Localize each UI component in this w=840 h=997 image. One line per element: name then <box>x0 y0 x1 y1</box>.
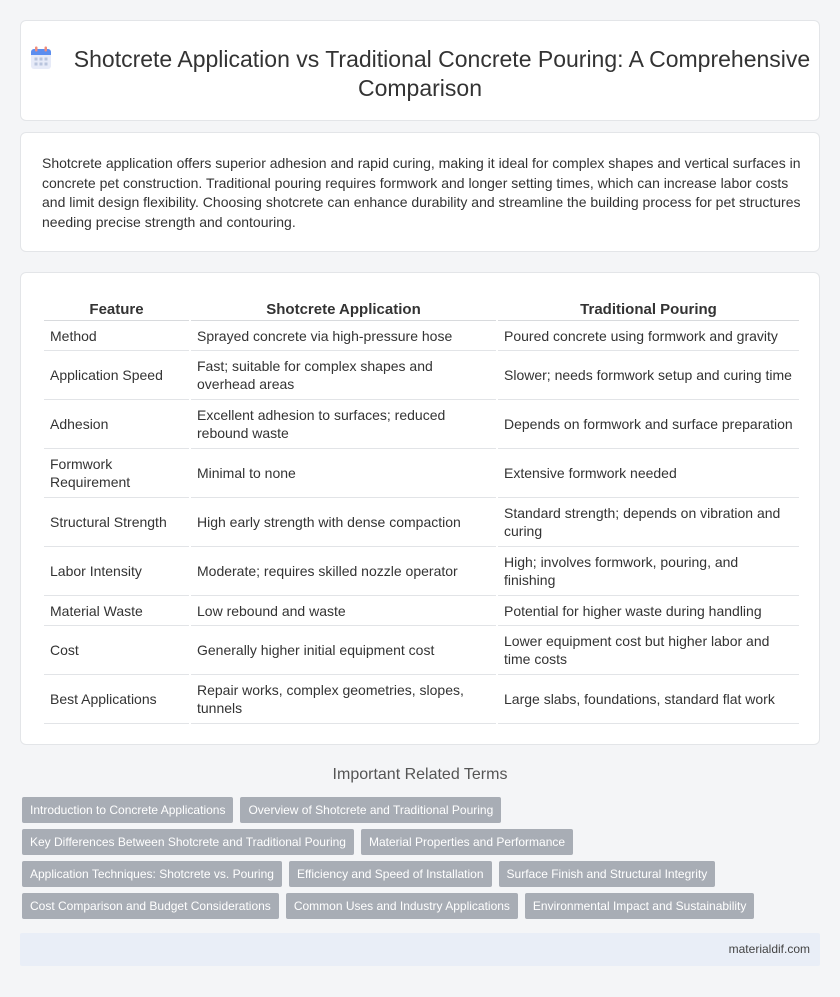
cell-shotcrete: Repair works, complex geometries, slopes, tunnels <box>191 675 496 724</box>
tag-efficiency-speed[interactable]: Efficiency and Speed of Installation <box>289 861 492 887</box>
cell-feature: Formwork Requirement <box>44 449 189 498</box>
cell-shotcrete: Excellent adhesion to surfaces; reduced rebound waste <box>191 400 496 449</box>
cell-feature: Cost <box>44 626 189 675</box>
tag-application-techniques[interactable]: Application Techniques: Shotcrete vs. Pouring <box>22 861 282 887</box>
cell-shotcrete: Sprayed concrete via high-pressure hose <box>191 321 496 351</box>
tag-common-uses[interactable]: Common Uses and Industry Applications <box>286 893 518 919</box>
comparison-table <box>42 297 801 724</box>
title-text: Shotcrete Application vs Traditional Concrete Pouring: A Comprehensive Comparison <box>73 46 811 101</box>
cell-traditional: Depends on formwork and surface preparation <box>498 400 799 449</box>
table-row <box>44 321 799 351</box>
footer-site-link[interactable]: materialdif.com <box>728 942 810 956</box>
tag-material-properties[interactable]: Material Properties and Performance <box>361 829 573 855</box>
tag-key-differences[interactable]: Key Differences Between Shotcrete and Traditional Pouring <box>22 829 354 855</box>
cell-traditional: Standard strength; depends on vibration and curing <box>498 498 799 547</box>
intro-card <box>20 132 820 252</box>
cell-feature: Structural Strength <box>44 498 189 547</box>
cell-traditional: Lower equipment cost but higher labor and time costs <box>498 626 799 675</box>
comparison-table-card <box>20 272 820 745</box>
title-card <box>20 20 820 121</box>
cell-feature: Application Speed <box>44 351 189 400</box>
cell-traditional: Poured concrete using formwork and gravity <box>498 321 799 351</box>
table-row <box>44 498 799 547</box>
table-row <box>44 596 799 626</box>
cell-feature: Best Applications <box>44 675 189 724</box>
table-row <box>44 675 799 724</box>
cell-traditional: Extensive formwork needed <box>498 449 799 498</box>
cell-shotcrete: Generally higher initial equipment cost <box>191 626 496 675</box>
cell-traditional: Slower; needs formwork setup and curing time <box>498 351 799 400</box>
table-row <box>44 626 799 675</box>
cell-traditional: High; involves formwork, pouring, and finishing <box>498 547 799 596</box>
cell-feature: Adhesion <box>44 400 189 449</box>
cell-feature: Labor Intensity <box>44 547 189 596</box>
table-row <box>44 400 799 449</box>
related-terms-heading: Important Related Terms <box>332 766 508 783</box>
cell-feature: Material Waste <box>44 596 189 626</box>
cell-traditional: Large slabs, foundations, standard flat work <box>498 675 799 724</box>
tag-surface-finish[interactable]: Surface Finish and Structural Integrity <box>499 861 716 887</box>
cell-feature: Method <box>44 321 189 351</box>
intro-paragraph: Shotcrete application offers superior adhesion and rapid curing, making it ideal for complex shapes and vertical surfaces in concrete pet construction. Traditional pouring requires formwork and longer setting times, which can increase labor costs and limit design flexibility. Choosing shotcrete can enhance durability and streamline the building process for pet structures needing precise strength and contouring. <box>42 155 801 230</box>
page-title <box>21 45 819 103</box>
table-row <box>44 351 799 400</box>
related-terms-tags <box>22 797 812 925</box>
cell-shotcrete: Fast; suitable for complex shapes and overhead areas <box>191 351 496 400</box>
table-row <box>44 547 799 596</box>
table-header-row <box>44 297 799 321</box>
header-traditional: Traditional Pouring <box>498 297 799 321</box>
calendar-icon <box>30 46 52 70</box>
tag-overview-shotcrete-traditional[interactable]: Overview of Shotcrete and Traditional Pouring <box>240 797 501 823</box>
footer <box>20 933 820 966</box>
tag-environmental-impact[interactable]: Environmental Impact and Sustainability <box>525 893 754 919</box>
tag-introduction-concrete-applications[interactable]: Introduction to Concrete Applications <box>22 797 233 823</box>
tag-cost-comparison[interactable]: Cost Comparison and Budget Considerations <box>22 893 279 919</box>
header-feature: Feature <box>44 297 189 321</box>
cell-shotcrete: Low rebound and waste <box>191 596 496 626</box>
cell-shotcrete: Minimal to none <box>191 449 496 498</box>
cell-shotcrete: Moderate; requires skilled nozzle operator <box>191 547 496 596</box>
cell-traditional: Potential for higher waste during handling <box>498 596 799 626</box>
cell-shotcrete: High early strength with dense compaction <box>191 498 496 547</box>
table-row <box>44 449 799 498</box>
header-shotcrete: Shotcrete Application <box>191 297 496 321</box>
